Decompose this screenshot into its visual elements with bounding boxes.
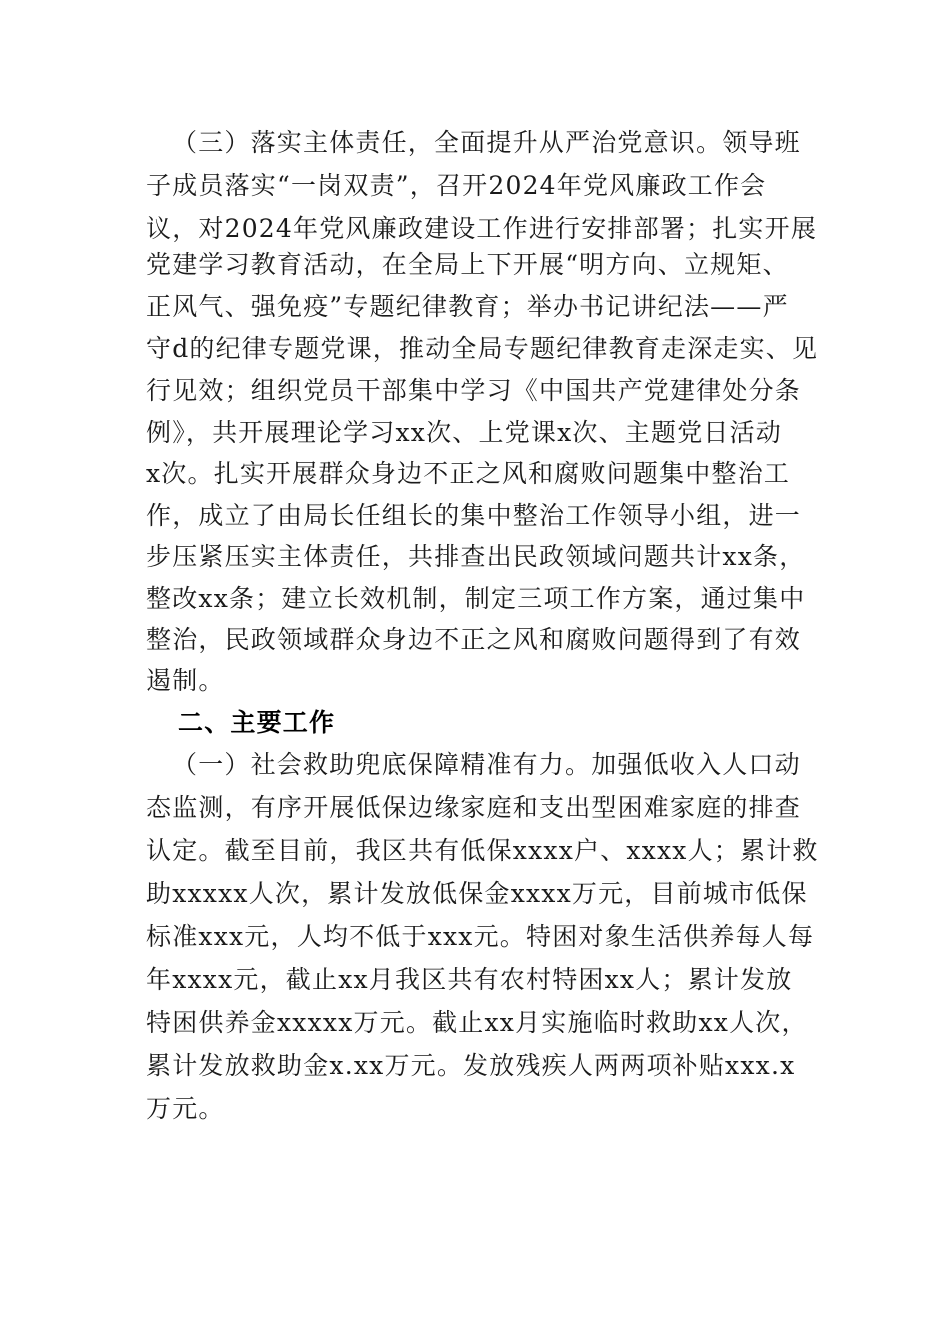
paragraph-1-line: 助xxxxx人次，累计发放低保金xxxx万元，目前城市低保: [146, 879, 808, 908]
paragraph-3-line: （三）落实主体责任，全面提升从严治党意识。领导班: [172, 128, 801, 157]
paragraph-1-line: 年xxxx元，截止xx月我区共有农村特困xx人；累计发放: [146, 965, 793, 994]
paragraph-3-line: 遏制。: [146, 666, 225, 695]
paragraph-1-line: 累计发放救助金x.xx万元。发放残疾人两两项补贴xxx.x: [146, 1051, 796, 1080]
paragraph-3-line: 作，成立了由局长任组长的集中整治工作领导小组，进一: [146, 501, 802, 530]
paragraph-3-line: 守d的纪律专题党课，推动全局专题纪律教育走深走实、见: [146, 334, 819, 363]
section-heading: 二、主要工作: [178, 708, 336, 737]
paragraph-3-line: 例》，共开展理论学习xx次、上党课x次、主题党日活动: [146, 418, 782, 447]
paragraph-3-line: 议，对2024年党风廉政建设工作进行安排部署；扎实开展: [146, 214, 818, 243]
paragraph-3-line: 子成员落实“一岗双责”，召开2024年党风廉政工作会: [146, 171, 767, 200]
paragraph-1-line: 特困供养金xxxxx万元。截止xx月实施临时救助xx人次，: [146, 1008, 808, 1037]
paragraph-3-line: 步压紧压实主体责任，共排查出民政领域问题共计xx条，: [146, 542, 806, 571]
paragraph-3-line: 整改xx条；建立长效机制，制定三项工作方案，通过集中: [146, 584, 806, 613]
paragraph-3-line: x次。扎实开展群众身边不正之风和腐败问题集中整治工: [146, 459, 791, 488]
paragraph-1-line: 标准xxx元，人均不低于xxx元。特困对象生活供养每人每: [146, 922, 815, 951]
paragraph-3-line: 党建学习教育活动，在全局上下开展“明方向、立规矩、: [146, 250, 789, 279]
paragraph-3-line: 正风气、强免疫”专题纪律教育；举办书记讲纪法——严: [146, 292, 789, 321]
paragraph-1-line: 万元。: [146, 1094, 225, 1123]
paragraph-1-line: 态监测，有序开展低保边缘家庭和支出型困难家庭的排查: [146, 793, 802, 822]
paragraph-1-line: （一）社会救助兜底保障精准有力。加强低收入人口动: [172, 750, 801, 779]
paragraph-1-line: 认定。截至目前，我区共有低保xxxx户、xxxx人；累计救: [146, 836, 819, 865]
paragraph-3-line: 整治，民政领域群众身边不正之风和腐败问题得到了有效: [146, 625, 802, 654]
paragraph-3-line: 行见效；组织党员干部集中学习《中国共产党建律处分条: [146, 376, 802, 405]
